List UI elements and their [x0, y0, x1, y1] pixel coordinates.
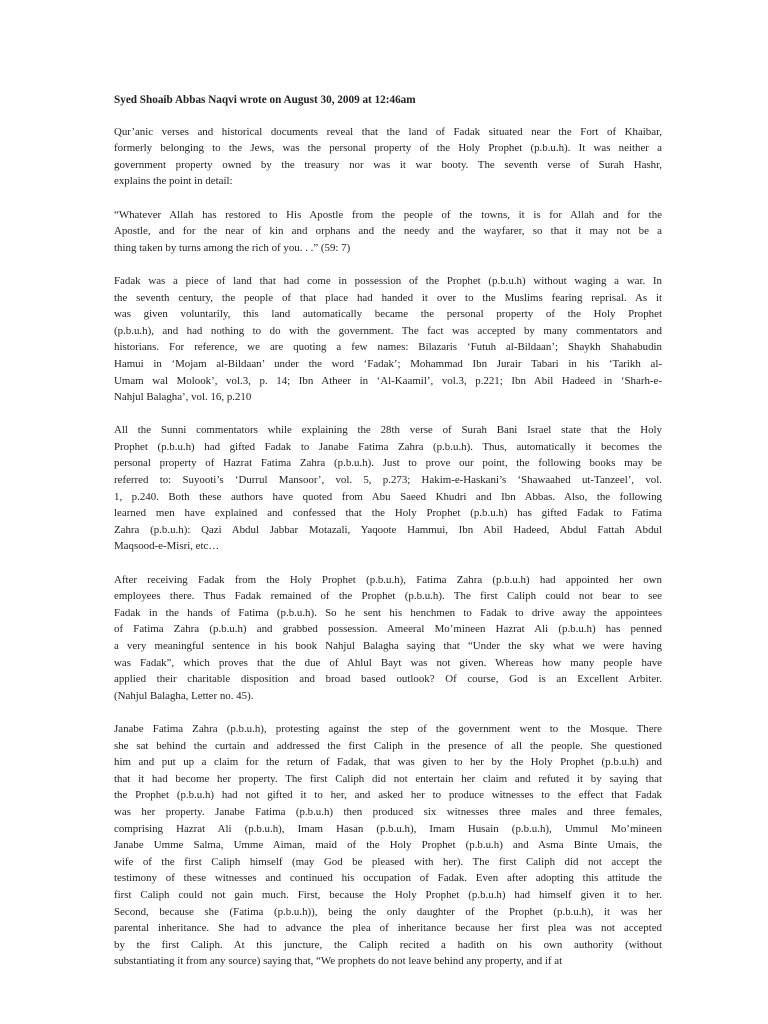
text-line: learned men have explained and confessed that the Holy Prophet (p.b.u.h) has gifted Fadak to Fatima: [114, 507, 662, 520]
text-line: 1, p.240. Both these authors have quoted from Abu Saeed Khudri and Ibn Abbas. Also, the following: [114, 490, 662, 503]
paragraph: [114, 422, 662, 555]
text-line: Apostle, and for the near of kin and orphans and the needy and the wayfarer, so that it may not be a: [114, 225, 662, 238]
text-line: (Nahjul Balagha, Letter no. 45).: [114, 689, 254, 702]
text-line: Second, because she (Fatima (p.b.u.h)), being the only daughter of the Prophet (p.b.u.h), it was her: [114, 905, 662, 918]
text-line: explains the point in detail:: [114, 175, 233, 188]
paragraph: [114, 572, 662, 705]
paragraph: [114, 124, 662, 190]
text-line: testimony of these witnesses and continued his occupation of Fadak. Even after adopting this attitude the: [114, 872, 662, 885]
text-line: applied their charitable disposition and broad based outlook? Of course, God is an Excellent Arbiter.: [114, 673, 662, 686]
text-line: Fadak in the hands of Fatima (p.b.u.h). So he sent his henchmen to Fadak to drive away the appointees: [114, 606, 662, 619]
text-line: historians. For reference, we are quoting a few names: Bilazaris ‘Futuh al-Bildaan’; Shaykh Shahabudin: [114, 341, 662, 354]
text-line: thing taken by turns among the rich of you. . .” (59: 7): [114, 241, 351, 254]
text-line: After receiving Fadak from the Holy Prophet (p.b.u.h), Fatima Zahra (p.b.u.h) had appointed her own: [114, 573, 662, 586]
text-line: first Caliph could not gain much. First, because the Holy Prophet (p.b.u.h) had himself given it to her.: [114, 888, 662, 901]
text-line: Qur’anic verses and historical documents reveal that the land of Fadak situated near the Fort of Khaibar,: [114, 125, 662, 138]
text-line: Zahra (p.b.u.h): Qazi Abdul Jabbar Motazali, Yaqoote Hammui, Ibn Abil Hadeed, Abdul Fattah Abdul: [114, 523, 662, 536]
paragraph: [114, 207, 662, 257]
text-line: substantiating it from any source) saying that, “We prophets do not leave behind any property, and if at: [114, 955, 563, 968]
document-page: [114, 92, 662, 986]
paragraph: [114, 721, 662, 970]
text-line: Janabe Fatima Zahra (p.b.u.h), protesting against the step of the government went to the Mosque. There: [114, 722, 662, 735]
text-line: of Fatima Zahra (p.b.u.h) and grabbed possession. Ameeral Mo’mineen Hazrat Ali (p.b.u.h) has penned: [114, 623, 662, 636]
text-line: All the Sunni commentators while explaining the 28th verse of Surah Bani Israel state that the Holy: [114, 424, 662, 437]
text-line: comprising Hazrat Ali (p.b.u.h), Imam Hasan (p.b.u.h), Imam Husain (p.b.u.h), Ummul Mo’mineen: [114, 822, 662, 835]
text-line: government property owned by the treasury nor was it war booty. The seventh verse of Surah Hashr,: [114, 158, 662, 171]
text-line: parental inheritance. She had to advance the plea of inheritance because her first plea was not accepted: [114, 922, 662, 935]
text-line: by the first Caliph. At this juncture, the Caliph recited a hadith on his own authority (without: [114, 938, 662, 951]
text-line: formerly belonging to the Jews, was the personal property of the Holy Prophet (p.b.u.h). It was neither a: [114, 142, 662, 155]
text-line: the seventh century, the people of that place had handed it over to the Muslims fearing reprisal. As it: [114, 291, 662, 304]
text-line: that it had become her property. The first Caliph did not entertain her claim and refuted it by saying that: [114, 772, 662, 785]
text-line: the Prophet (p.b.u.h) had not gifted it to her, and asked her to produce witnesses to the effect that Fadak: [114, 789, 662, 802]
text-line: referred to: Suyooti’s ‘Durrul Mansoor’, vol. 5, p.273; Hakim-e-Haskani’s ‘Shawaahed ut-Tanzeel’, vol.: [114, 474, 662, 487]
text-line: Umam wal Molook’, vol.3, p. 14; Ibn Atheer in ‘Al-Kaamil’, vol.3, p.221; Ibn Abil Hadeed in ‘Sharh-e-: [114, 374, 662, 387]
text-line: (p.b.u.h), and had nothing to do with the government. The fact was accepted by many commentators and: [114, 324, 662, 337]
text-line: Nahjul Balagha’, vol. 16, p.210: [114, 391, 252, 404]
text-line: Janabe Umme Salma, Umme Aiman, maid of the Holy Prophet (p.b.u.h) and Asma Binte Umais, the: [114, 839, 662, 852]
text-line: Prophet (p.b.u.h) had gifted Fadak to Janabe Fatima Zahra (p.b.u.h). Thus, automatically it becomes the: [114, 440, 662, 453]
text-line: Maqsood-e-Misri, etc…: [114, 540, 220, 553]
text-line: “Whatever Allah has restored to His Apostle from the people of the towns, it is for Allah and for the: [114, 208, 662, 221]
text-line: Fadak was a piece of land that had come in possession of the Prophet (p.b.u.h) without waging a war. In: [114, 274, 662, 287]
text-line: was given voluntarily, this land automatically became the personal property of the Holy Prophet: [114, 308, 662, 321]
text-line: was her property. Janabe Fatima (p.b.u.h) then produced six witnesses three males and three females,: [114, 805, 662, 818]
article-body: [114, 124, 662, 970]
text-line: employees there. Thus Fadak remained of the Prophet (p.b.u.h). The first Caliph could not bear to see: [114, 590, 662, 603]
author-byline: Syed Shoaib Abbas Naqvi wrote on August 30, 2009 at 12:46am: [114, 94, 416, 106]
text-line: him and put up a claim for the return of Fadak, that was given to her by the Holy Prophet (p.b.u.h) and: [114, 756, 662, 769]
paragraph: [114, 273, 662, 406]
text-line: she sat behind the curtain and addressed the first Caliph in the presence of all the people. She questioned: [114, 739, 662, 752]
text-line: personal property of Hazrat Fatima Zahra (p.b.u.h). Just to prove our point, the following books may be: [114, 457, 662, 470]
text-line: Hamui in ‘Mojam al-Bildaan’ under the word ‘Fadak’; Mohammad Ibn Jurair Tabari in his ‘Tarikh al-: [114, 357, 662, 370]
text-line: a very meaningful sentence in his book Nahjul Balagha saying that “Under the sky what we were having: [114, 640, 662, 652]
text-line: was Fadak”, which proves that the due of Ahlul Bayt was not given. Whereas how many people have: [114, 656, 662, 669]
text-line: wife of the first Caliph himself (may God be pleased with her). The first Caliph did not accept the: [114, 855, 662, 868]
